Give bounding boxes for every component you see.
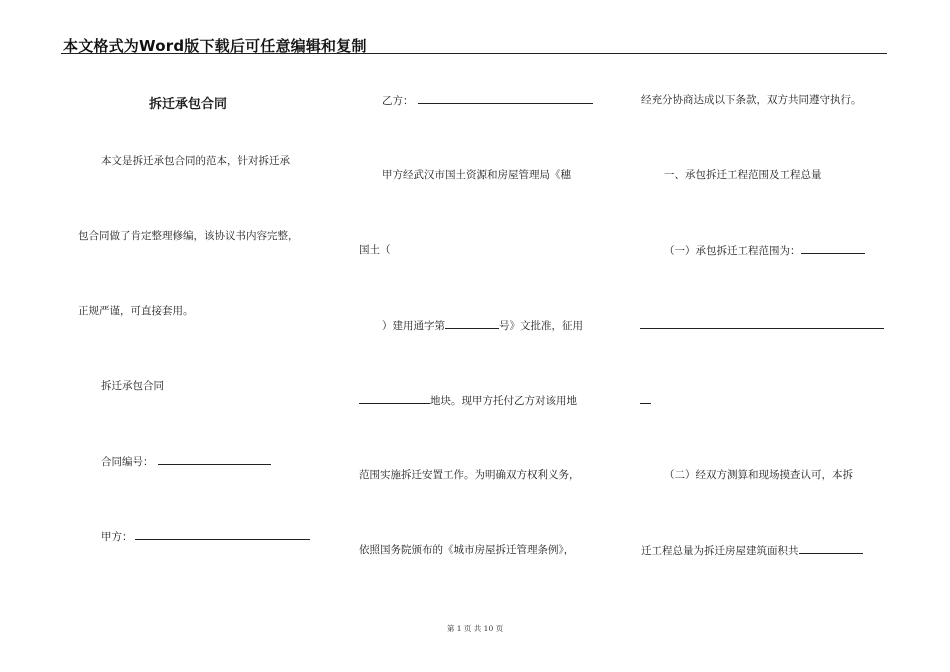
section-1-heading: 一、承包拆迁工程范围及工程总量 [664, 169, 822, 181]
header-divider [61, 53, 887, 54]
party-b-label: 乙方： [382, 95, 414, 107]
party-a-label: 甲方： [101, 531, 133, 543]
col2-line-5: 范围实施拆迁安置工作。为明确双方权利义务， [359, 469, 580, 481]
col2-line-1: 甲方经武汉市国土资源和房屋管理局《穗 [382, 169, 571, 181]
col2-line-3 [382, 318, 583, 333]
col2-line-6: 依照国务院颁布的《城市房屋拆迁管理条例》， [359, 544, 575, 556]
item-1-row [664, 243, 865, 258]
item-1-blank [801, 243, 865, 254]
scope-fill-line-2 [640, 403, 651, 404]
land-parcel-blank [359, 393, 430, 404]
item-1-text: （一）承包拆迁工程范围为： [664, 245, 801, 257]
col2-line-3a: ）建用通字第 [382, 320, 445, 332]
contract-number-label: 合同编号： [101, 456, 154, 468]
area-blank [799, 543, 863, 554]
col2-line-2: 国土（ [359, 244, 391, 256]
col2-line-3b: 号》文批准，征用 [499, 320, 583, 332]
scope-fill-line-1 [640, 328, 884, 329]
item-2-line-1: （二）经双方测算和现场摸查认可，本拆 [664, 469, 853, 481]
item-2-line-2 [641, 543, 863, 558]
intro-line-2: 包合同做了肯定整理修编，该协议书内容完整， [78, 230, 299, 242]
col2-line-4-text: 地块。现甲方托付乙方对该用地 [430, 395, 577, 407]
contract-number-blank [158, 454, 271, 465]
intro-line-1: 本文是拆迁承包合同的范本，针对拆迁承 [101, 155, 290, 167]
item-2-line-2-text: 迁工程总量为拆迁房屋建筑面积共 [641, 545, 799, 557]
party-b-row [382, 93, 593, 108]
document-title: 拆迁承包合同 [149, 97, 228, 112]
page-footer: 第 1 页 共 10 页 [446, 624, 504, 633]
party-a-blank [135, 529, 310, 540]
approval-number-blank [445, 318, 499, 329]
contract-number-row [101, 454, 271, 469]
party-b-blank [418, 93, 593, 104]
col2-line-4 [359, 393, 577, 408]
col3-line-1: 经充分协商达成以下条款，双方共同遵守执行。 [641, 94, 862, 106]
intro-line-3: 正规严谨，可直接套用。 [78, 305, 194, 317]
document-header-title: 本文格式为Word版下载后可任意编辑和复制 [63, 37, 367, 55]
party-a-row [101, 529, 310, 544]
contract-subtitle: 拆迁承包合同 [101, 380, 164, 392]
